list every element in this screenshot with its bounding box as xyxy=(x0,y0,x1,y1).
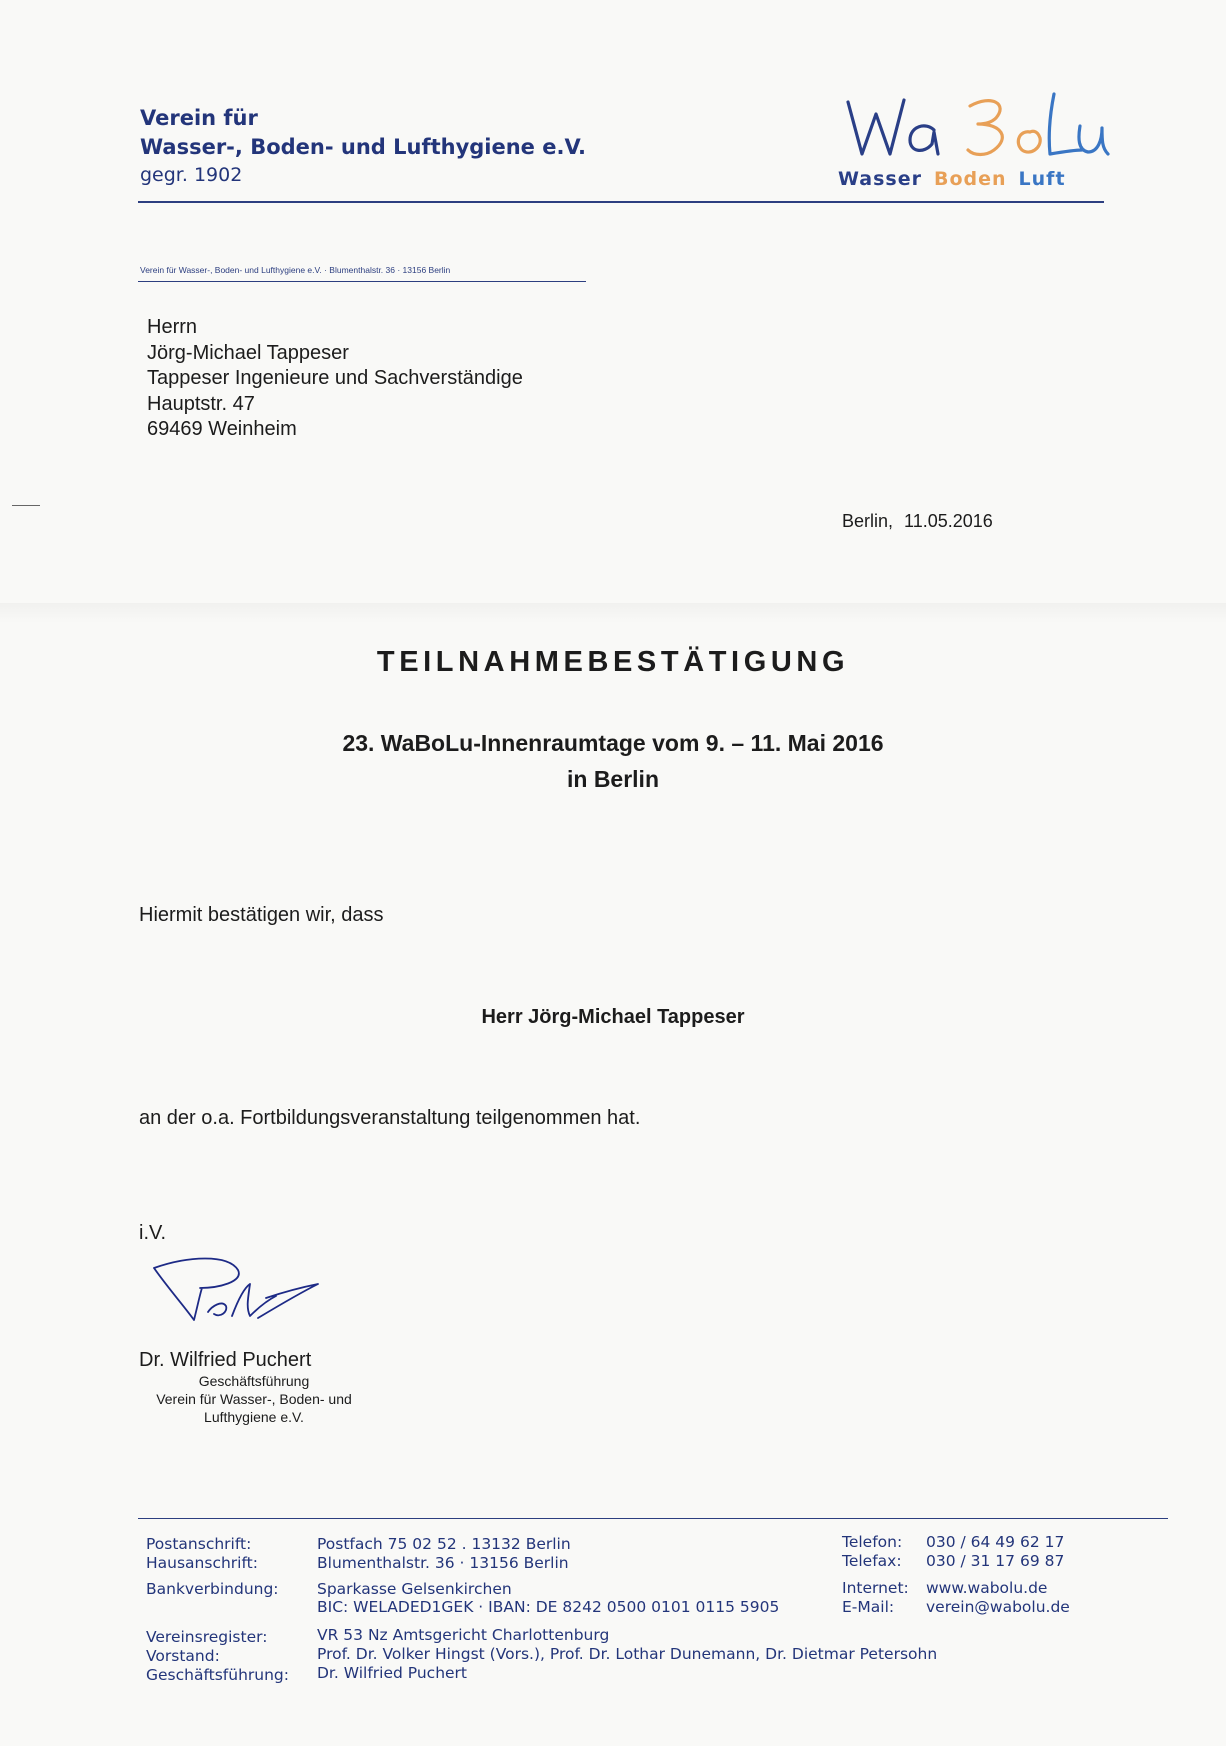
footer-telefax-value: 030 / 31 17 69 87 xyxy=(926,1552,1065,1570)
footer-rule xyxy=(138,1518,1168,1519)
recipient-company: Tappeser Ingenieure und Sachverständige xyxy=(147,367,523,389)
closing-text: an der o.a. Fortbildungsveranstaltung teilgenommen hat. xyxy=(139,1107,641,1129)
footer-telefon-label: Telefon: xyxy=(842,1533,903,1551)
paper-fold xyxy=(0,603,1226,623)
event-line-1: 23. WaBoLu-Innenraumtage vom 9. – 11. Mai 2016 xyxy=(342,730,884,756)
logo-letters-wa xyxy=(848,100,904,154)
logo-letters-bo-o xyxy=(1018,131,1040,152)
footer-vorstand-value: Prof. Dr. Volker Hingst (Vors.), Prof. Dr. Lothar Dunemann, Dr. Dietmar Petersohn xyxy=(317,1645,938,1663)
org-name-line2: Wasser-, Boden- und Lufthygiene e.V. xyxy=(140,135,586,159)
logo-letters-wa-a xyxy=(910,126,938,154)
org-name-line1: Verein für xyxy=(140,106,258,130)
logo-letters-bo xyxy=(968,101,1002,155)
footer-vorstand-label: Vorstand: xyxy=(146,1647,220,1665)
logo-word-luft: Luft xyxy=(1018,168,1066,190)
document-title: TEILNAHMEBESTÄTIGUNG xyxy=(376,646,850,678)
iv-note: i.V. xyxy=(139,1222,167,1244)
footer-internet-link[interactable]: www.wabolu.de xyxy=(926,1579,1048,1597)
footer-bank-label: Bankverbindung: xyxy=(146,1580,279,1598)
sender-return-line: Verein für Wasser-, Boden- und Lufthygiene e.V. · Blumenthalstr. 36 · 13156 Berlin xyxy=(140,265,451,275)
footer-hausanschrift-label: Hausanschrift: xyxy=(146,1554,258,1572)
footer-gf-label: Geschäftsführung: xyxy=(146,1666,289,1684)
header-rule xyxy=(138,201,1104,203)
footer-telefon-value: 030 / 64 49 62 17 xyxy=(926,1533,1065,1551)
org-name xyxy=(140,104,586,162)
fold-mark xyxy=(12,505,40,506)
logo-letters-lu xyxy=(1049,94,1082,154)
wabolu-logo xyxy=(842,84,1112,170)
recipient-salutation: Herrn xyxy=(147,316,198,338)
recipient-city: 69469 Weinheim xyxy=(147,418,297,440)
footer-gf-value: Dr. Wilfried Puchert xyxy=(317,1664,468,1682)
footer-register-label: Vereinsregister: xyxy=(146,1628,268,1646)
signer-role-line2: Verein für Wasser-, Boden- und xyxy=(156,1391,352,1407)
footer-telefax-label: Telefax: xyxy=(842,1552,902,1570)
signer-role-line1: Geschäftsführung xyxy=(198,1373,310,1389)
signer-role-line3: Lufthygiene e.V. xyxy=(204,1409,304,1425)
footer-register-value: VR 53 Nz Amtsgericht Charlottenburg xyxy=(317,1626,610,1644)
recipient-street: Hauptstr. 47 xyxy=(147,392,255,415)
footer-email-label: E-Mail: xyxy=(842,1598,895,1616)
footer-postanschrift-label: Postanschrift: xyxy=(146,1535,252,1553)
footer-internet-label: Internet: xyxy=(842,1579,909,1597)
footer-postanschrift-value: Postfach 75 02 52 . 13132 Berlin xyxy=(317,1535,571,1553)
footer-email-link[interactable]: verein@wabolu.de xyxy=(926,1598,1070,1616)
logo-word-boden: Boden xyxy=(933,168,1007,190)
recipient-address xyxy=(147,315,523,443)
signer-role xyxy=(133,1372,375,1426)
sender-rule xyxy=(138,281,586,282)
logo-wordmark xyxy=(838,168,1066,190)
logo-word-wasser: Wasser xyxy=(838,168,922,190)
date-line: Berlin, 11.05.2016 xyxy=(842,511,993,531)
logo-letters-lu-u xyxy=(1079,126,1108,154)
participant-name: Herr Jörg-Michael Tappeser xyxy=(481,1006,745,1028)
footer-bank-name: Sparkasse Gelsenkirchen xyxy=(317,1580,512,1598)
footer-hausanschrift-value: Blumenthalstr. 36 · 13156 Berlin xyxy=(317,1554,569,1572)
handwritten-signature xyxy=(148,1248,358,1330)
event-line-2: in Berlin xyxy=(566,766,659,792)
recipient-name: Jörg-Michael Tappeser xyxy=(147,341,349,364)
intro-text: Hiermit bestätigen wir, dass xyxy=(139,904,384,926)
org-founded: gegr. 1902 xyxy=(140,164,243,186)
footer-bank-ids: BIC: WELADED1GEK · IBAN: DE 8242 0500 0101 0115 5905 xyxy=(317,1598,780,1616)
signer-name: Dr. Wilfried Puchert xyxy=(139,1349,312,1371)
